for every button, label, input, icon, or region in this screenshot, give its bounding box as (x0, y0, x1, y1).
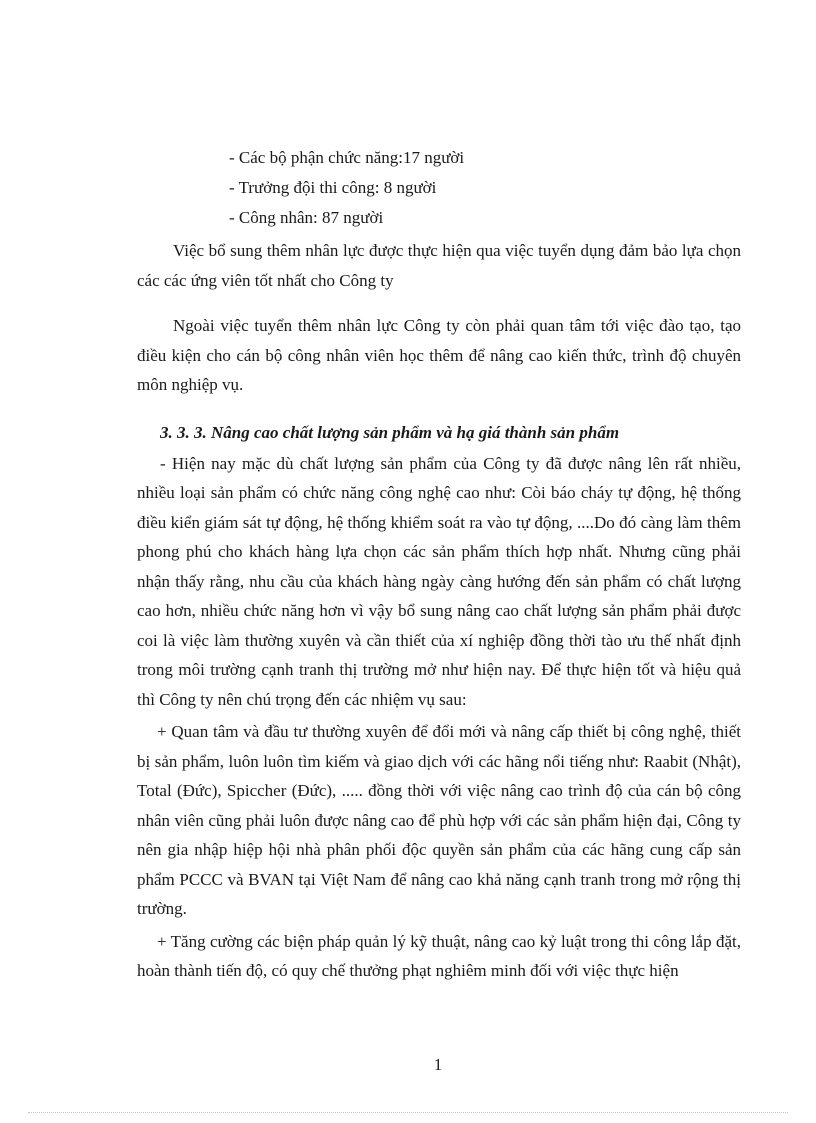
paragraph-training: Ngoài việc tuyển thêm nhân lực Công ty còn phải quan tâm tới việc đào tạo, tạo điều kiện cho cán bộ công nhân viên học thêm để nâng cao kiến thức, trình độ chuyên môn nghiệp vụ. (137, 316, 741, 394)
paragraph-product-quality: - Hiện nay mặc dù chất lượng sản phẩm của Công ty đã được nâng lên rất nhiều, nhiều loại sản phẩm có chức năng công nghệ cao như: Còi báo cháy tự động, hệ thống điều kiển giám sát tự động, hệ thống khiểm soát ra vào tự động, ....Do đó càng làm thêm phong phú cho khách hàng lựa chọn các sản phẩm thích hợp nhất. Nhưng cũng phải nhận thấy rằng, nhu cầu của khách hàng ngày càng hướng đến sản phẩm có chất lượng cao hơn, nhiều chức năng hơn vì vậy bổ sung nâng cao chất lượng sản phẩm phải được coi là việc làm thường xuyên và cần thiết của xí nghiệp đồng thời tào ưu thế nhất định trong môi trường cạnh tranh thị trường mở như hiện nay. Để thực hiện tốt và hiệu quả thì Công ty nên chú trọng đến các nhiệm vụ sau: (137, 453, 741, 709)
paragraph-technical-management: + Tăng cường các biện pháp quản lý kỹ thuật, nâng cao kỷ luật trong thi công lắp đặt, hoàn thành tiến độ, có quy chế thưởng phạt nghiêm minh đối với việc thực hiện (137, 931, 741, 980)
page-content (137, 143, 741, 986)
section-heading: 3. 3. 3. Nâng cao chất lượng sản phẩm và hạ giá thành sản phẩm (160, 422, 620, 442)
staff-item-functional-departments: - Các bộ phận chức năng:17 người (229, 148, 465, 167)
staff-item-workers: - Công nhân: 87 người (229, 208, 384, 227)
page-bottom-divider (28, 1112, 788, 1113)
paragraph-investment: + Quan tâm và đầu tư thường xuyên để đổi mới và nâng cấp thiết bị công nghệ, thiết bị sản phẩm, luôn luôn tìm kiếm và giao dịch với các hãng nổi tiếng như: Raabit (Nhật), Total (Đức), Spiccher (Đức), ..... đồng thời với việc nâng cao trình độ của cán bộ công nhân viên cũng phải luôn được nâng cao để phù hợp với các sản phẩm hiện đại, Công ty nên gia nhập hiệp hội nhà phân phối độc quyền sản phẩm của các hãng cung cấp sản phẩm PCCC và BVAN tại Việt Nam để nâng cao khả năng cạnh tranh trong mở rộng thị trường. (137, 722, 741, 918)
page-number: 1 (433, 1055, 443, 1074)
staff-item-construction-leads: - Trưởng đội thi công: 8 người (229, 178, 437, 197)
paragraph-recruitment: Việc bổ sung thêm nhân lực được thực hiện qua việc tuyển dụng đảm bảo lựa chọn các các ứng viên tốt nhất cho Công ty (137, 241, 741, 290)
